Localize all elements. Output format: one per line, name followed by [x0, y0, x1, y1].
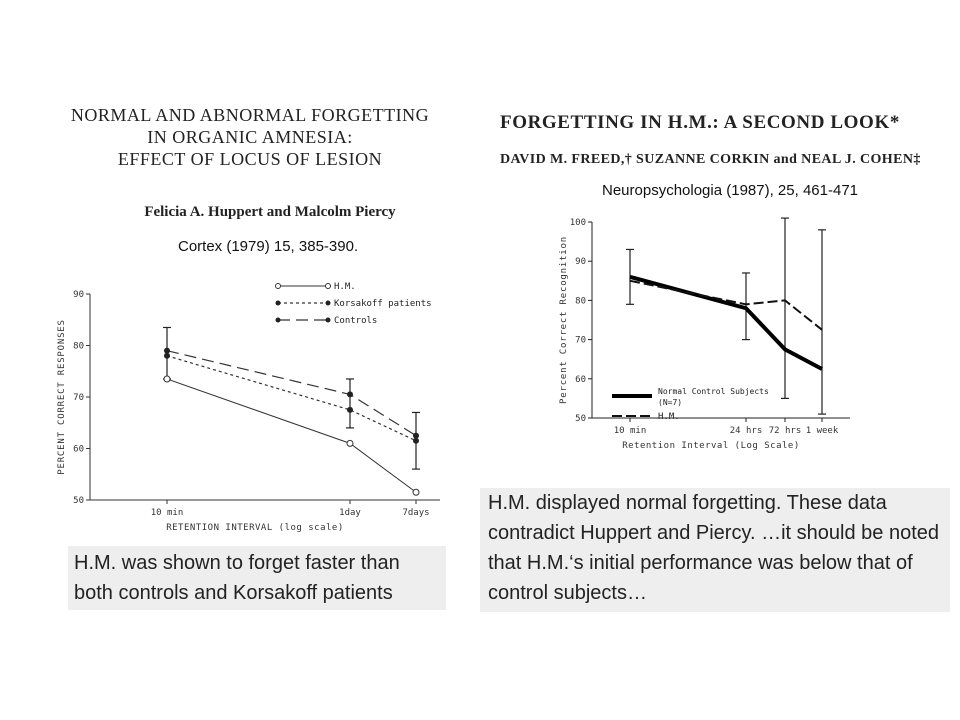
chart-2 [559, 218, 850, 451]
data-point [164, 353, 170, 359]
legend-marker [326, 284, 331, 289]
y-axis-label: Percent Correct Recognition [559, 236, 569, 404]
y-tick-label: 70 [73, 393, 84, 403]
legend-label: H.M. [334, 282, 356, 292]
data-point [164, 376, 170, 382]
legend-marker [326, 318, 331, 323]
legend-label: Korsakoff patients [334, 299, 432, 309]
right-note-box: H.M. displayed normal forgetting. These data contradict Huppert and Piercy. …it should be noted that H.M.‘s initial performance was below that of control subjects… [480, 488, 950, 612]
y-tick-label: 90 [73, 290, 84, 300]
x-tick-label: 72 hrs [768, 426, 802, 436]
x-tick-label: 10 min [613, 426, 647, 436]
series-line [630, 277, 822, 369]
x-axis-label: RETENTION INTERVAL (log scale) [166, 523, 344, 533]
data-point [413, 433, 419, 439]
y-tick-label: 60 [575, 374, 586, 385]
x-tick-label: 1 week [805, 426, 839, 436]
y-tick-label: 90 [575, 257, 586, 268]
left-title-line-2: IN ORGANIC AMNESIA: [147, 127, 353, 147]
y-tick-label: 80 [575, 296, 586, 307]
y-tick-label: 50 [575, 414, 586, 424]
legend-label: H.M. [658, 412, 680, 422]
y-tick-label: 60 [73, 444, 84, 455]
legend-marker [276, 318, 281, 323]
y-tick-label: 80 [73, 341, 84, 352]
legend-label: Normal Control Subjects [658, 387, 769, 396]
left-paper-citation: Cortex (1979) 15, 385-390. [178, 238, 359, 255]
right-paper-title: FORGETTING IN H.M.: A SECOND LOOK* [500, 112, 900, 133]
y-axis-label: PERCENT CORRECT RESPONSES [57, 319, 67, 475]
data-point [413, 489, 419, 495]
x-tick-label: 1day [339, 508, 361, 518]
x-tick-label: 7days [402, 508, 430, 518]
legend-label: (N=7) [658, 398, 683, 407]
left-paper-authors: Felicia A. Huppert and Malcolm Piercy [144, 204, 396, 220]
y-tick-label: 70 [575, 335, 586, 346]
y-tick-label: 50 [73, 496, 84, 506]
x-tick-label: 24 hrs [729, 426, 763, 436]
legend-marker [276, 284, 281, 289]
data-point [164, 348, 170, 354]
data-point [413, 438, 419, 444]
x-axis-label: Retention Interval (Log Scale) [622, 441, 800, 451]
chart-1 [57, 282, 440, 533]
series-line [630, 281, 822, 330]
data-point [347, 407, 353, 413]
x-tick-label: 10 min [150, 508, 184, 518]
series-line [167, 356, 416, 441]
right-paper-authors: DAVID M. FREED,† SUZANNE CORKIN and NEAL J. COHEN‡ [500, 152, 921, 167]
y-tick-label: 100 [569, 218, 586, 228]
left-title-line-1: NORMAL AND ABNORMAL FORGETTING [70, 105, 430, 125]
legend-label: Controls [334, 316, 378, 326]
series-line [167, 379, 416, 492]
right-paper-citation: Neuropsychologia (1987), 25, 461-471 [602, 182, 859, 199]
left-note-box: H.M. was shown to forget faster than both controls and Korsakoff patients [68, 546, 446, 610]
data-point [347, 440, 353, 446]
data-point [347, 391, 353, 397]
legend-marker [276, 301, 281, 306]
legend-marker [326, 301, 331, 306]
left-title-line-3: EFFECT OF LOCUS OF LESION [117, 149, 383, 169]
